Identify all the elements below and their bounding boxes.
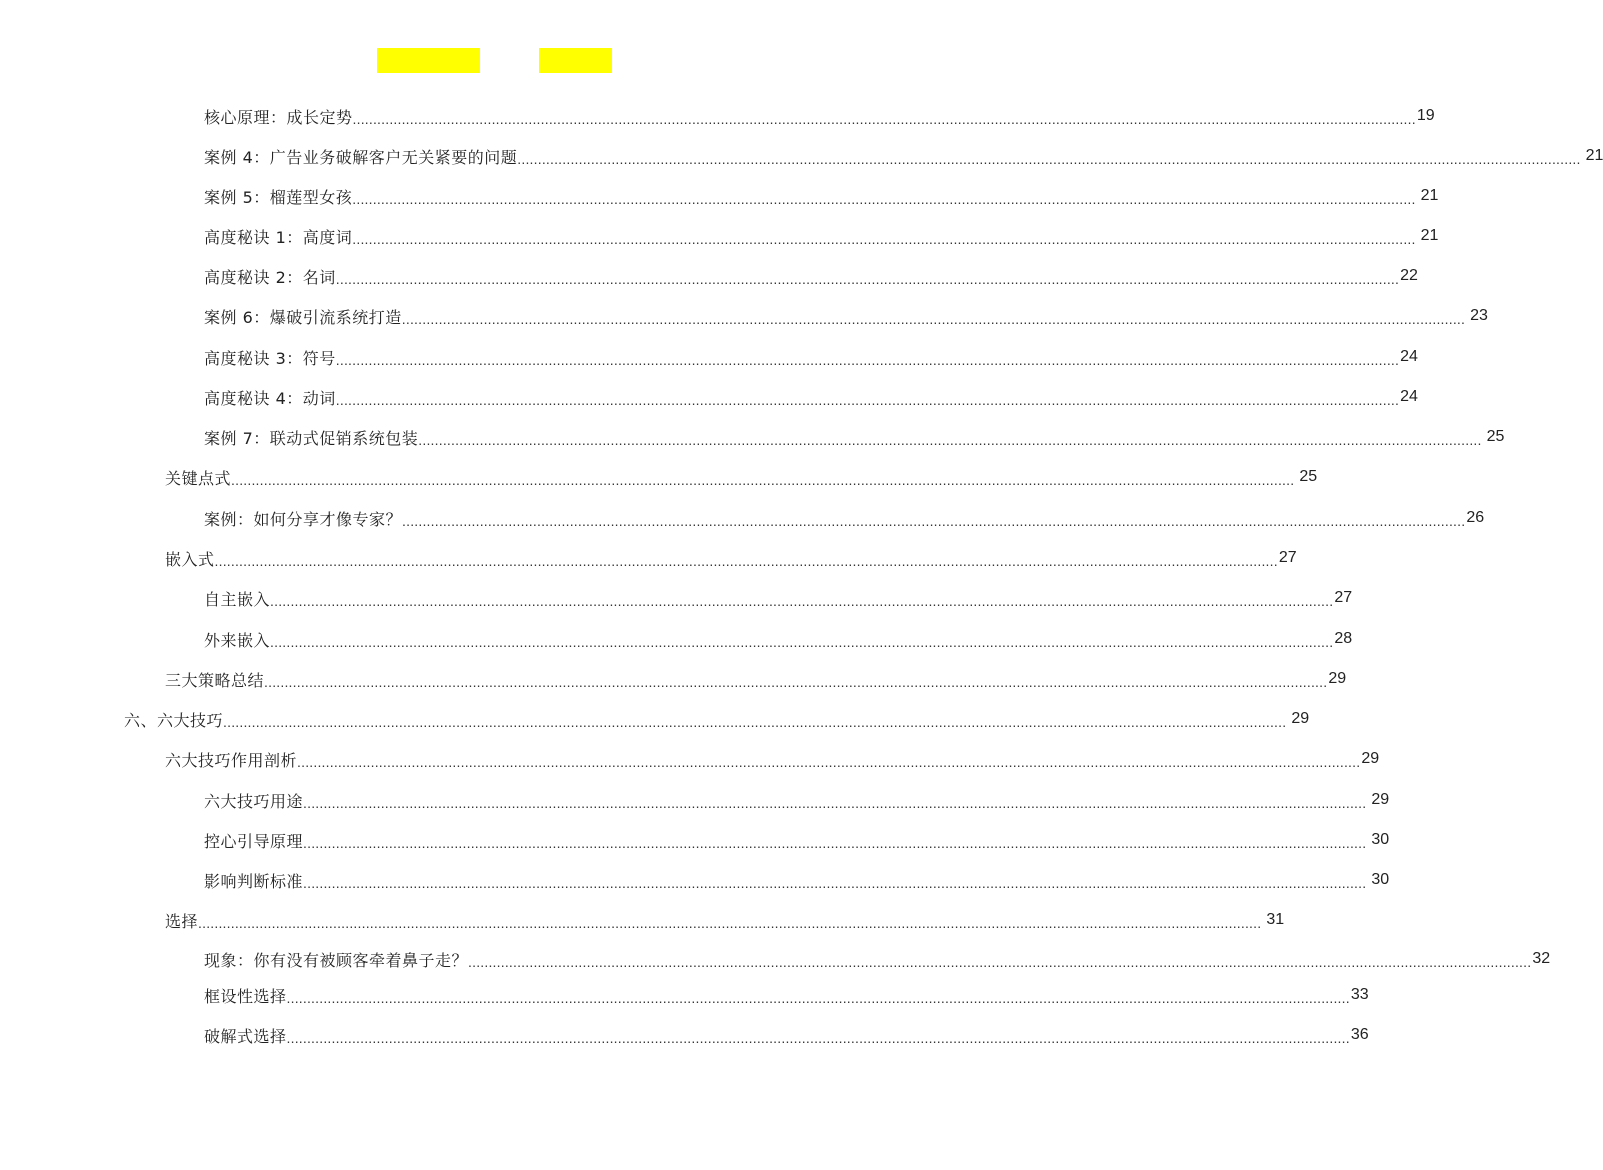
toc-entry-title: 控心引导原理 — [204, 831, 304, 851]
toc-entry-page: 28 — [1334, 630, 1353, 647]
toc-entry[interactable] — [165, 666, 1347, 692]
toc-entry-page: 21 — [1420, 187, 1439, 204]
toc-entry-page: 30 — [1371, 871, 1390, 888]
toc-entry-page: 29 — [1371, 791, 1390, 808]
toc-entry-title: 六大技巧用途 — [204, 791, 304, 811]
toc-dot-leader: .................................................................................................................................................................................................................................................................... — [223, 713, 1287, 730]
toc-entry-title: 案例：如何分享才像专家？ — [204, 509, 403, 529]
toc-entry[interactable] — [204, 505, 1485, 531]
toc-entry-title: 现象：你有没有被顾客牵着鼻子走？ — [204, 950, 469, 970]
toc-entry-title: 框设性选择 — [204, 986, 287, 1006]
toc-entry-page: 23 — [1470, 307, 1488, 324]
toc-dot-leader: .................................................................................................................................................................................................................................................................... — [418, 431, 1482, 448]
toc-entry-title: 自主嵌入 — [204, 589, 271, 609]
toc-entry-title: 案例 7：联动式促销系统包装 — [204, 428, 419, 448]
toc-entry-title: 案例 6：爆破引流系统打造 — [204, 307, 402, 327]
toc-entry[interactable] — [165, 746, 1380, 772]
toc-entry-page: 31 — [1266, 911, 1285, 928]
highlight-block — [377, 48, 480, 73]
toc-entry[interactable] — [204, 384, 1418, 410]
highlight-block — [539, 48, 612, 73]
toc-dot-leader: .................................................................................................................................................................................................................................................................... — [264, 673, 1328, 690]
toc-entry-title: 案例 5：榴莲型女孩 — [204, 187, 353, 207]
toc-entry[interactable] — [204, 867, 1390, 893]
toc-entry-title: 案例 4：广告业务破解客户无关紧要的问题 — [204, 147, 518, 167]
toc-entry-title: 核心原理：成长定势 — [204, 107, 353, 127]
toc-dot-leader: .................................................................................................................................................................................................................................................................... — [335, 351, 1400, 368]
toc-entry[interactable] — [204, 103, 1435, 129]
toc-entry-title: 高度秘诀 3：符号 — [204, 348, 336, 368]
toc-entry-page: 25 — [1486, 428, 1505, 445]
toc-entry-page: 21 — [1420, 227, 1439, 244]
toc-dot-leader: .................................................................................................................................................................................................................................................................... — [517, 150, 1581, 167]
toc-entry[interactable] — [204, 263, 1418, 289]
toc-dot-leader: .................................................................................................................................................................................................................................................................... — [286, 1029, 1350, 1046]
toc-entry[interactable] — [204, 143, 1603, 169]
toc-entry-page: 26 — [1466, 509, 1485, 526]
toc-dot-leader: .................................................................................................................................................................................................................................................................... — [352, 190, 1416, 207]
toc-entry-page: 29 — [1291, 710, 1310, 727]
toc-dot-leader: .................................................................................................................................................................................................................................................................... — [214, 552, 1278, 569]
toc-entry-title: 三大策略总结 — [165, 670, 265, 690]
toc-entry[interactable] — [204, 424, 1505, 450]
toc-entry[interactable] — [204, 982, 1369, 1008]
toc-entry-page: 22 — [1400, 267, 1418, 284]
toc-entry[interactable] — [124, 706, 1310, 732]
toc-entry-page: 24 — [1400, 388, 1418, 405]
toc-dot-leader: .................................................................................................................................................................................................................................................................... — [335, 391, 1400, 408]
toc-entry[interactable] — [204, 344, 1418, 370]
toc-entry[interactable] — [165, 907, 1285, 933]
toc-dot-leader: .................................................................................................................................................................................................................................................................... — [352, 230, 1416, 247]
toc-entry-title: 高度秘诀 1：高度词 — [204, 227, 353, 247]
toc-entry-page: 30 — [1371, 831, 1390, 848]
toc-entry-page: 36 — [1350, 1026, 1369, 1043]
toc-entry-title: 嵌入式 — [165, 549, 215, 569]
toc-dot-leader: .................................................................................................................................................................................................................................................................... — [297, 753, 1361, 770]
toc-entry[interactable] — [204, 787, 1390, 813]
toc-entry[interactable] — [204, 303, 1488, 329]
toc-entry-page: 29 — [1361, 750, 1380, 767]
toc-entry[interactable] — [204, 827, 1390, 853]
toc-dot-leader: .................................................................................................................................................................................................................................................................... — [468, 953, 1532, 970]
toc-entry-page: 32 — [1532, 950, 1551, 967]
toc-entry-page: 21 — [1585, 147, 1603, 164]
toc-entry-title: 六大技巧作用剖析 — [165, 750, 298, 770]
toc-entry[interactable] — [165, 545, 1297, 571]
toc-entry-page: 24 — [1400, 348, 1418, 365]
toc-entry-page: 27 — [1278, 549, 1297, 566]
toc-dot-leader: .................................................................................................................................................................................................................................................................... — [198, 914, 1262, 931]
toc-dot-leader: .................................................................................................................................................................................................................................................................... — [303, 794, 1367, 811]
toc-entry[interactable] — [204, 183, 1439, 209]
toc-entry-page: 25 — [1299, 468, 1318, 485]
toc-entry-title: 高度秘诀 4：动词 — [204, 388, 336, 408]
toc-entry-page: 19 — [1416, 107, 1435, 124]
toc-dot-leader: .................................................................................................................................................................................................................................................................... — [231, 471, 1295, 488]
toc-entry[interactable] — [204, 223, 1439, 249]
toc-dot-leader: .................................................................................................................................................................................................................................................................... — [303, 834, 1367, 851]
toc-dot-leader: .................................................................................................................................................................................................................................................................... — [402, 512, 1466, 529]
toc-entry-title: 影响判断标准 — [204, 871, 304, 891]
toc-entry-title: 破解式选择 — [204, 1026, 287, 1046]
toc-entry-page: 29 — [1328, 670, 1347, 687]
toc-entry-title: 关键点式 — [165, 468, 232, 488]
toc-entry-title: 高度秘诀 2：名词 — [204, 267, 336, 287]
toc-dot-leader: .................................................................................................................................................................................................................................................................... — [335, 270, 1400, 287]
toc-dot-leader: .................................................................................................................................................................................................................................................................... — [286, 989, 1350, 1006]
toc-entry[interactable] — [204, 946, 1551, 972]
toc-entry-title: 六、六大技巧 — [124, 710, 224, 730]
toc-entry-title: 选择 — [165, 911, 199, 931]
toc-dot-leader: .................................................................................................................................................................................................................................................................... — [352, 110, 1416, 127]
toc-dot-leader: .................................................................................................................................................................................................................................................................... — [270, 592, 1334, 609]
toc-dot-leader: .................................................................................................................................................................................................................................................................... — [270, 633, 1334, 650]
toc-entry[interactable] — [204, 1022, 1369, 1048]
toc-dot-leader: .................................................................................................................................................................................................................................................................... — [303, 874, 1367, 891]
toc-entry-title: 外来嵌入 — [204, 630, 271, 650]
toc-entry-page: 27 — [1334, 589, 1353, 606]
toc-entry[interactable] — [204, 585, 1353, 611]
toc-entry[interactable] — [204, 626, 1353, 652]
toc-dot-leader: .................................................................................................................................................................................................................................................................... — [401, 310, 1466, 327]
toc-entry[interactable] — [165, 464, 1318, 490]
toc-entry-page: 33 — [1350, 986, 1369, 1003]
